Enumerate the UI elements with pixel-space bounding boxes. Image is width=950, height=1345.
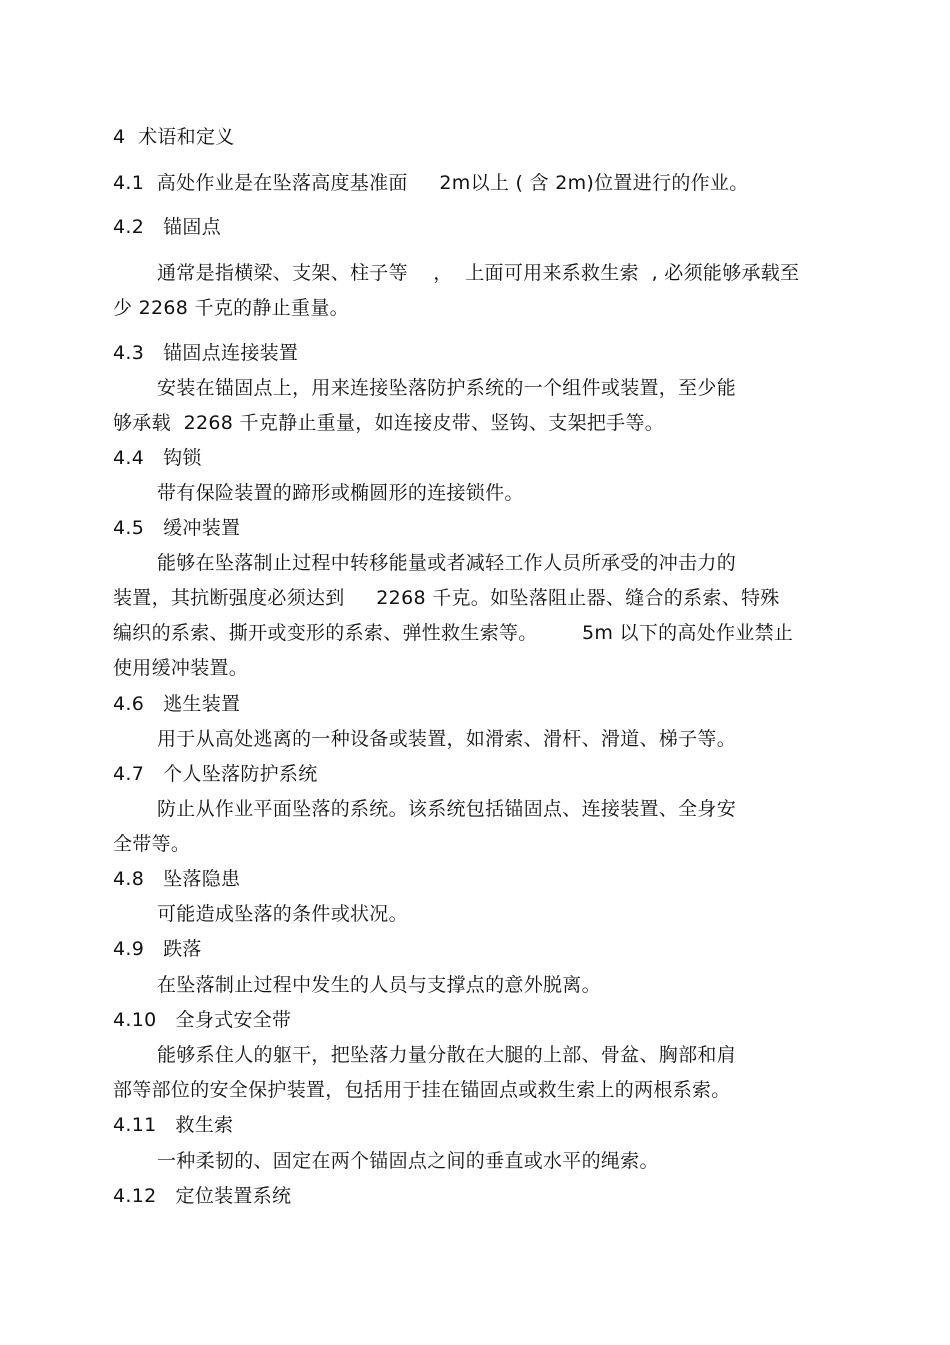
clause-4-11-text: 一种柔韧的、固定在两个锚固点之间的垂直或水平的绳索。: [157, 1150, 659, 1172]
clause-4-10-text-2: 部等部位的安全保护装置，包括用于挂在锚固点或救生索上的两根系索。: [113, 1079, 731, 1101]
clause-4-1: 4.1 高处作业是在坠落高度基准面 2m以上 ( 含 2m)位置进行的作业。: [113, 172, 749, 194]
clause-4-5-heading: 4.5 缓冲装置: [113, 517, 241, 539]
clause-4-6-text: 用于从高处逃离的一种设备或装置，如滑索、滑杆、滑道、梯子等。: [157, 728, 737, 750]
clause-4-8-text: 可能造成坠落的条件或状况。: [157, 903, 408, 925]
clause-4-3-heading: 4.3 锚固点连接装置: [113, 342, 299, 364]
clause-4-5-text-4: 使用缓冲装置。: [113, 657, 249, 679]
clause-4-5-text-2: 装置，其抗断强度必须达到 2268 千克。如坠落阻止器、缝合的系索、特殊: [113, 587, 780, 609]
clause-4-5-text-3: 编织的系索、撕开或变形的系索、弹性救生索等。 5m 以下的高处作业禁止: [113, 622, 794, 644]
clause-4-9-text: 在坠落制止过程中发生的人员与支撑点的意外脱离。: [157, 974, 601, 996]
clause-4-5-text-1: 能够在坠落制止过程中转移能量或者减轻工作人员所承受的冲击力的: [157, 552, 737, 574]
clause-4-10-heading: 4.10 全身式安全带: [113, 1009, 292, 1031]
clause-4-8-heading: 4.8 坠落隐患: [113, 868, 241, 890]
clause-4-7-text-2: 全带等。: [113, 833, 191, 855]
clause-4-2-text-2: 少 2268 千克的静止重量。: [113, 297, 349, 319]
clause-4-9-heading: 4.9 跌落: [113, 938, 202, 960]
clause-4-6-heading: 4.6 逃生装置: [113, 693, 241, 715]
clause-4-4-heading: 4.4 钩锁: [113, 447, 202, 469]
clause-4-3-text-1: 安装在锚固点上，用来连接坠落防护系统的一个组件或装置，至少能: [157, 377, 737, 399]
clause-4-3-text-2: 够承载 2268 千克静止重量，如连接皮带、竖钩、支架把手等。: [113, 412, 665, 434]
clause-4-2-heading: 4.2 锚固点: [113, 216, 222, 238]
clause-4-7-text-1: 防止从作业平面坠落的系统。该系统包括锚固点、连接装置、全身安: [157, 798, 737, 820]
clause-4-2-text-1: 通常是指横梁、支架、柱子等 ， 上面可用来系救生索 , 必须能够承载至: [157, 262, 800, 284]
clause-4-11-heading: 4.11 救生索: [113, 1114, 234, 1136]
clause-4-4-text: 带有保险装置的蹄形或椭圆形的连接锁件。: [157, 482, 524, 504]
clause-4-10-text-1: 能够系住人的躯干，把坠落力量分散在大腿的上部、骨盆、胸部和肩: [157, 1044, 737, 1066]
clause-4-12-heading: 4.12 定位装置系统: [113, 1185, 292, 1207]
section-heading: 4 术语和定义: [113, 126, 235, 148]
clause-4-7-heading: 4.7 个人坠落防护系统: [113, 763, 318, 785]
